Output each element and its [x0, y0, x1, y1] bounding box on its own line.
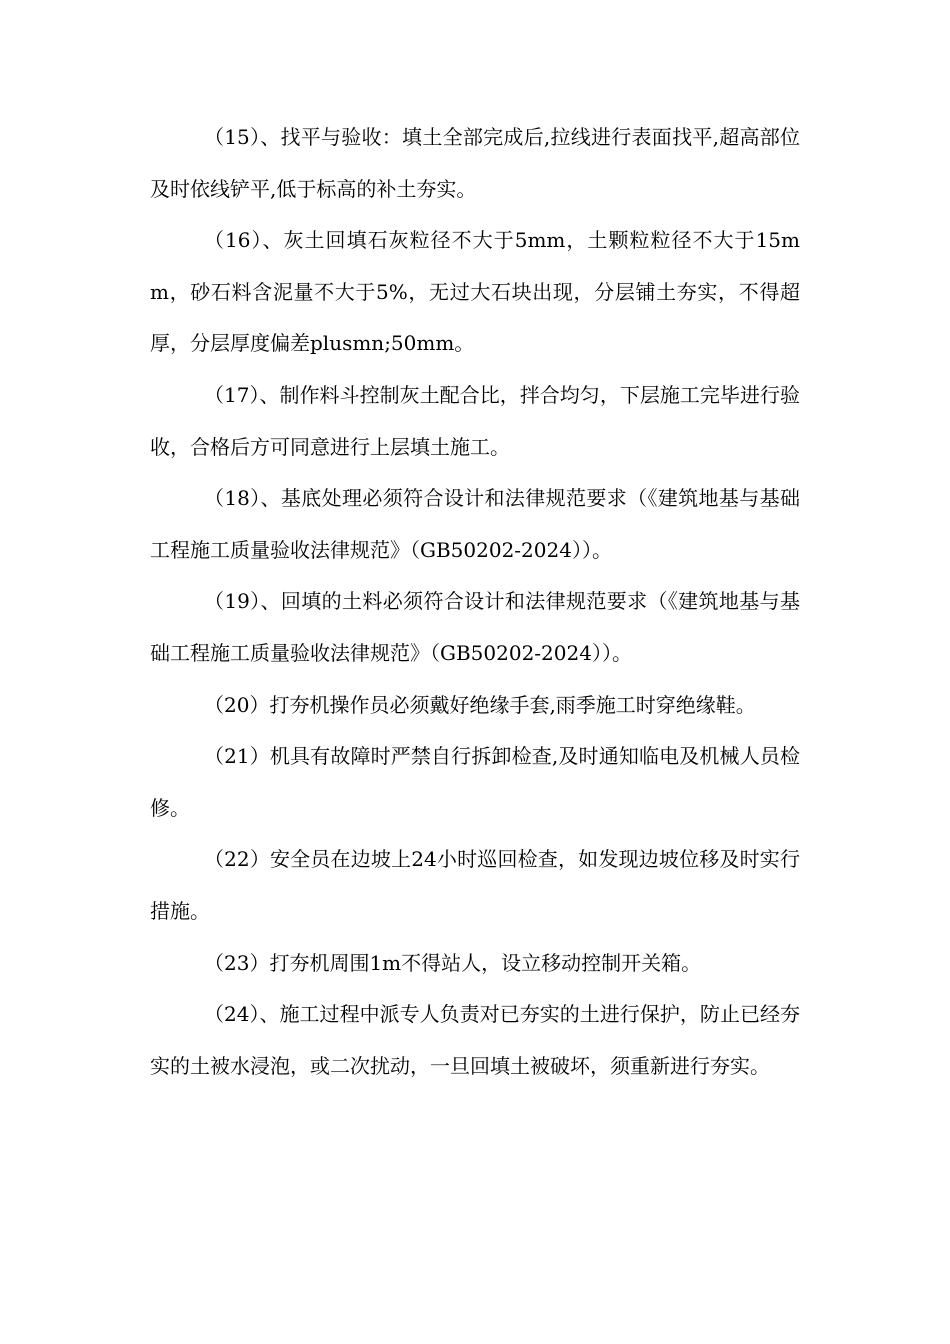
paragraph-16: （16）、灰土回填石灰粒径不大于5mm，土颗粒粒径不大于15mm，砂石料含泥量不大于5%，无过大石块出现，分层铺土夯实，不得超厚，分层厚度偏差plusmn;50mm。: [150, 228, 800, 356]
paragraph-17: （17）、制作料斗控制灰土配合比，拌合均匀，下层施工完毕进行验收，合格后方可同意进行上层填土施工。: [150, 382, 800, 459]
paragraph-19: （19）、回填的土料必须符合设计和法律规范要求（《建筑地基与基础工程施工质量验收法律规范》（GB50202-2024））。: [150, 589, 800, 665]
paragraph-18: （18）、基底处理必须符合设计和法律规范要求（《建筑地基与基础工程施工质量验收法律规范》（GB50202-2024））。: [150, 486, 800, 562]
document-body: [150, 112, 800, 1092]
paragraph-15: （15）、找平与验收：填土全部完成后,拉线进行表面找平,超高部位及时依线铲平,低于标高的补土夯实。: [150, 125, 800, 201]
paragraph-22: （22）安全员在边坡上24小时巡回检查，如发现边坡位移及时实行措施。: [150, 847, 800, 923]
paragraph-24: （24）、施工过程中派专人负责对已夯实的土进行保护，防止已经夯实的土被水浸泡，或二次扰动，一旦回填土被破坏，须重新进行夯实。: [150, 1002, 800, 1078]
paragraph-20: （20）打夯机操作员必须戴好绝缘手套,雨季施工时穿绝缘鞋。: [204, 692, 756, 717]
paragraph-23: （23）打夯机周围1m不得站人，设立移动控制开关箱。: [204, 950, 702, 975]
paragraph-21: （21）机具有故障时严禁自行拆卸检查,及时通知临电及机械人员检修。: [150, 744, 800, 820]
